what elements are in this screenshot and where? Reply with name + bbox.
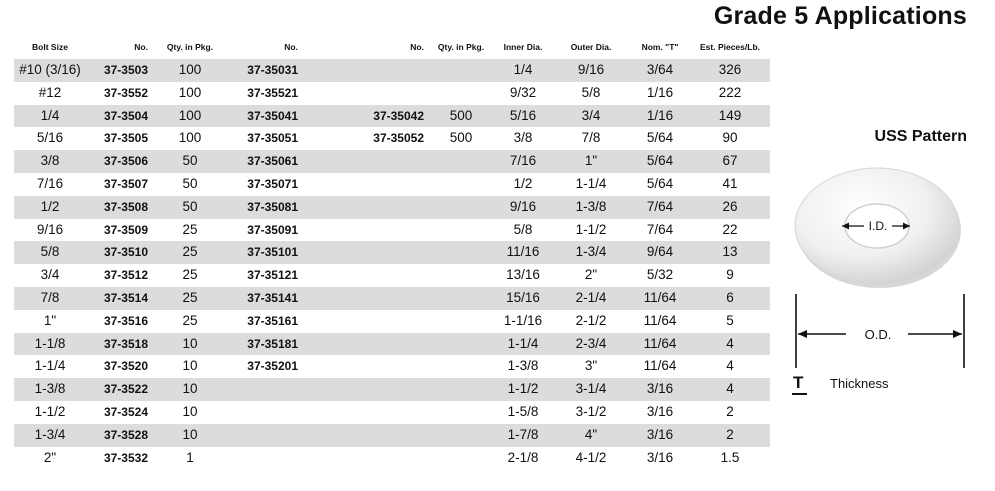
table-row: [14, 59, 770, 82]
cell-est-pieces: 4: [726, 381, 734, 397]
cell-qty-in-pkg: 100: [178, 84, 202, 100]
table-row: [14, 310, 770, 333]
header-bolt-size: Bolt Size: [32, 42, 68, 52]
washer-image: [792, 160, 964, 290]
cell-outer-dia: 3-1/2: [575, 403, 607, 419]
table-row: [14, 196, 770, 219]
cell-inner-dia: 1-1/2: [507, 381, 539, 397]
cell-est-pieces: 1.5: [720, 449, 740, 465]
cell-inner-dia: 1/2: [513, 175, 533, 191]
cell-bolt-size: 5/8: [40, 244, 60, 260]
cell-outer-dia: 2": [584, 267, 598, 283]
cell-item-no: 37-3524: [103, 404, 148, 419]
cell-bolt-size: 1": [43, 312, 57, 328]
table-row: [14, 241, 770, 264]
cell-item-no-2: 37-35071: [247, 176, 298, 191]
table-header: [14, 38, 770, 59]
cell-outer-dia: 9/16: [577, 62, 605, 77]
cell-nom-t: 11/64: [643, 335, 677, 351]
cell-inner-dia: 15/16: [506, 289, 540, 305]
cell-item-no: 37-3528: [103, 427, 148, 442]
cell-nom-t: 11/64: [643, 358, 677, 374]
cell-bolt-size: 7/16: [36, 175, 64, 191]
cell-item-no-2: 37-35031: [247, 63, 298, 77]
cell-inner-dia: 1-1/4: [507, 335, 539, 351]
cell-nom-t: 7/64: [646, 221, 674, 237]
cell-outer-dia: 2-1/2: [575, 312, 607, 328]
cell-nom-t: 1/16: [646, 107, 674, 123]
cell-qty-in-pkg: 25: [182, 244, 198, 260]
cell-item-no: 37-3504: [103, 108, 148, 123]
cell-qty-in-pkg: 100: [178, 107, 202, 123]
cell-item-no-2: 37-35201: [247, 359, 298, 374]
cell-item-no: 37-3512: [103, 268, 148, 283]
cell-outer-dia: 7/8: [581, 130, 601, 146]
cell-qty-in-pkg: 25: [182, 289, 198, 305]
cell-est-pieces: 2: [726, 426, 734, 442]
cell-bolt-size: #12: [38, 84, 62, 100]
table-row: [14, 447, 770, 470]
cell-inner-dia: 2-1/8: [507, 449, 539, 465]
cell-qty-in-pkg-2: 500: [449, 130, 473, 146]
cell-item-no-2: 37-35041: [247, 108, 298, 123]
cell-outer-dia: 1": [584, 153, 598, 169]
table-row: [14, 264, 770, 287]
cell-item-no-2: 37-35101: [247, 245, 298, 260]
cell-qty-in-pkg: 25: [182, 267, 198, 283]
cell-inner-dia: 9/32: [509, 84, 537, 100]
cell-bolt-size: 1-1/8: [34, 335, 66, 351]
cell-inner-dia: 7/16: [509, 153, 537, 169]
cell-est-pieces: 9: [726, 267, 734, 283]
cell-inner-dia: 5/8: [513, 221, 533, 237]
table-row: [14, 401, 770, 424]
cell-bolt-size: 1-3/4: [34, 426, 66, 442]
cell-item-no: 37-3503: [103, 63, 148, 77]
cell-nom-t: 3/64: [646, 62, 674, 77]
cell-item-no: 37-3518: [103, 336, 148, 351]
header-item-no-2: No.: [284, 42, 298, 52]
cell-qty-in-pkg: 10: [182, 426, 198, 442]
cell-outer-dia: 1-3/8: [575, 198, 607, 214]
cell-item-no-2: 37-35051: [247, 131, 298, 146]
cell-bolt-size: 3/4: [40, 267, 60, 283]
cell-outer-dia: 5/8: [581, 84, 601, 100]
table-row: [14, 355, 770, 378]
uss-pattern-label: USS Pattern: [874, 128, 967, 145]
cell-qty-in-pkg: 25: [182, 312, 198, 328]
cell-item-no: 37-3532: [103, 450, 148, 465]
cell-est-pieces: 13: [722, 244, 738, 260]
cell-inner-dia: 1-5/8: [507, 403, 539, 419]
cell-item-no: 37-3509: [103, 222, 148, 237]
cell-item-no-3: 37-35052: [373, 131, 424, 146]
cell-bolt-size: 2": [43, 449, 57, 465]
cell-item-no: 37-3506: [103, 154, 148, 169]
cell-item-no-2: 37-35091: [247, 222, 298, 237]
cell-item-no: 37-3516: [103, 313, 148, 328]
table-row: [14, 105, 770, 128]
header-qty-in-pkg: Qty. in Pkg.: [166, 42, 214, 52]
cell-outer-dia: 4-1/2: [575, 449, 607, 465]
washer-table: [14, 38, 770, 469]
header-nom-t: Nom. "T": [641, 42, 679, 52]
cell-inner-dia: 3/8: [513, 130, 533, 146]
header-est-pieces: Est. Pieces/Lb.: [700, 42, 760, 52]
table-row: [14, 424, 770, 447]
cell-nom-t: 11/64: [643, 312, 677, 328]
cell-est-pieces: 2: [726, 403, 734, 419]
cell-qty-in-pkg: 100: [178, 62, 202, 77]
cell-est-pieces: 22: [722, 221, 738, 237]
cell-bolt-size: 1-1/2: [34, 403, 66, 419]
cell-qty-in-pkg: 10: [182, 358, 198, 374]
cell-bolt-size: 9/16: [36, 221, 64, 237]
od-label: O.D.: [864, 327, 892, 342]
cell-qty-in-pkg: 100: [178, 130, 202, 146]
cell-inner-dia: 9/16: [509, 198, 537, 214]
cell-nom-t: 7/64: [646, 198, 674, 214]
cell-bolt-size: #10 (3/16): [19, 62, 81, 77]
cell-est-pieces: 222: [718, 84, 742, 100]
cell-outer-dia: 3": [584, 358, 598, 374]
cell-est-pieces: 326: [718, 62, 742, 77]
cell-item-no-2: 37-35121: [247, 268, 298, 283]
cell-item-no-2: 37-35521: [247, 85, 298, 100]
cell-nom-t: 9/64: [646, 244, 674, 260]
cell-item-no: 37-3514: [103, 290, 148, 305]
cell-item-no-2: 37-35081: [247, 199, 298, 214]
cell-item-no: 37-3522: [103, 382, 148, 397]
cell-bolt-size: 1/4: [40, 107, 60, 123]
cell-est-pieces: 67: [722, 153, 738, 169]
table-row: [14, 219, 770, 242]
cell-item-no-2: 37-35141: [247, 290, 298, 305]
cell-nom-t: 3/16: [646, 381, 674, 397]
cell-inner-dia: 13/16: [506, 267, 540, 283]
cell-inner-dia: 1-7/8: [507, 426, 539, 442]
cell-bolt-size: 1/2: [40, 198, 60, 214]
cell-inner-dia: 5/16: [509, 107, 537, 123]
header-item-no: No.: [134, 42, 148, 52]
cell-qty-in-pkg: 50: [182, 198, 198, 214]
cell-outer-dia: 3/4: [581, 107, 601, 123]
cell-item-no: 37-3505: [103, 131, 148, 146]
table-row: [14, 333, 770, 356]
cell-nom-t: 11/64: [643, 289, 677, 305]
cell-bolt-size: 1-3/8: [34, 381, 66, 397]
cell-est-pieces: 4: [726, 335, 734, 351]
header-inner-dia: Inner Dia.: [503, 42, 543, 52]
cell-item-no: 37-3508: [103, 199, 148, 214]
cell-outer-dia: 1-1/2: [575, 221, 607, 237]
cell-qty-in-pkg: 10: [182, 381, 198, 397]
cell-outer-dia: 1-1/4: [575, 175, 607, 191]
cell-bolt-size: 7/8: [40, 289, 60, 305]
cell-item-no-3: 37-35042: [373, 108, 424, 123]
cell-qty-in-pkg-2: 500: [449, 107, 473, 123]
cell-qty-in-pkg: 50: [182, 175, 198, 191]
cell-nom-t: 5/64: [646, 130, 674, 146]
table-row: [14, 287, 770, 310]
cell-outer-dia: 4": [584, 426, 598, 442]
cell-nom-t: 5/32: [646, 267, 674, 283]
cell-bolt-size: 3/8: [40, 153, 60, 169]
cell-item-no: 37-3510: [103, 245, 148, 260]
cell-est-pieces: 5: [726, 312, 734, 328]
cell-qty-in-pkg: 10: [182, 335, 198, 351]
cell-bolt-size: 1-1/4: [34, 358, 66, 374]
cell-est-pieces: 6: [726, 289, 734, 305]
cell-item-no-2: 37-35181: [247, 336, 298, 351]
cell-item-no: 37-3552: [103, 85, 148, 100]
cell-qty-in-pkg: 50: [182, 153, 198, 169]
cell-est-pieces: 26: [722, 198, 738, 214]
cell-outer-dia: 2-3/4: [575, 335, 607, 351]
cell-item-no-2: 37-35061: [247, 154, 298, 169]
header-qty-in-pkg-2: Qty. in Pkg.: [437, 42, 485, 52]
cell-nom-t: 3/16: [646, 403, 674, 419]
table-row: [14, 173, 770, 196]
cell-nom-t: 3/16: [646, 449, 674, 465]
cell-outer-dia: 2-1/4: [575, 289, 607, 305]
cell-qty-in-pkg: 1: [186, 449, 194, 465]
cell-item-no: 37-3520: [103, 359, 148, 374]
header-item-no-3: No.: [410, 42, 424, 52]
cell-est-pieces: 149: [718, 107, 742, 123]
cell-nom-t: 5/64: [646, 175, 674, 191]
cell-nom-t: 5/64: [646, 153, 674, 169]
cell-outer-dia: 3-1/4: [575, 381, 607, 397]
od-dimension: [792, 292, 970, 372]
thickness-label: Thickness: [830, 376, 889, 391]
cell-item-no: 37-3507: [103, 176, 148, 191]
cell-est-pieces: 41: [722, 175, 738, 191]
cell-est-pieces: 90: [722, 130, 738, 146]
cell-item-no-2: 37-35161: [247, 313, 298, 328]
t-symbol: T: [793, 373, 804, 392]
header-outer-dia: Outer Dia.: [570, 42, 612, 52]
cell-qty-in-pkg: 25: [182, 221, 198, 237]
table-row: [14, 127, 770, 150]
cell-inner-dia: 1-1/16: [503, 312, 543, 328]
cell-nom-t: 1/16: [646, 84, 674, 100]
table-row: [14, 82, 770, 105]
table-row: [14, 150, 770, 173]
cell-inner-dia: 11/16: [506, 244, 540, 260]
id-label: I.D.: [868, 219, 888, 233]
cell-bolt-size: 5/16: [36, 130, 64, 146]
table-row: [14, 378, 770, 401]
cell-qty-in-pkg: 10: [182, 403, 198, 419]
cell-est-pieces: 4: [726, 358, 734, 374]
cell-nom-t: 3/16: [646, 426, 674, 442]
cell-outer-dia: 1-3/4: [575, 244, 607, 260]
cell-inner-dia: 1/4: [513, 62, 533, 77]
page-title: Grade 5 Applications: [713, 2, 967, 30]
cell-inner-dia: 1-3/8: [507, 358, 539, 374]
